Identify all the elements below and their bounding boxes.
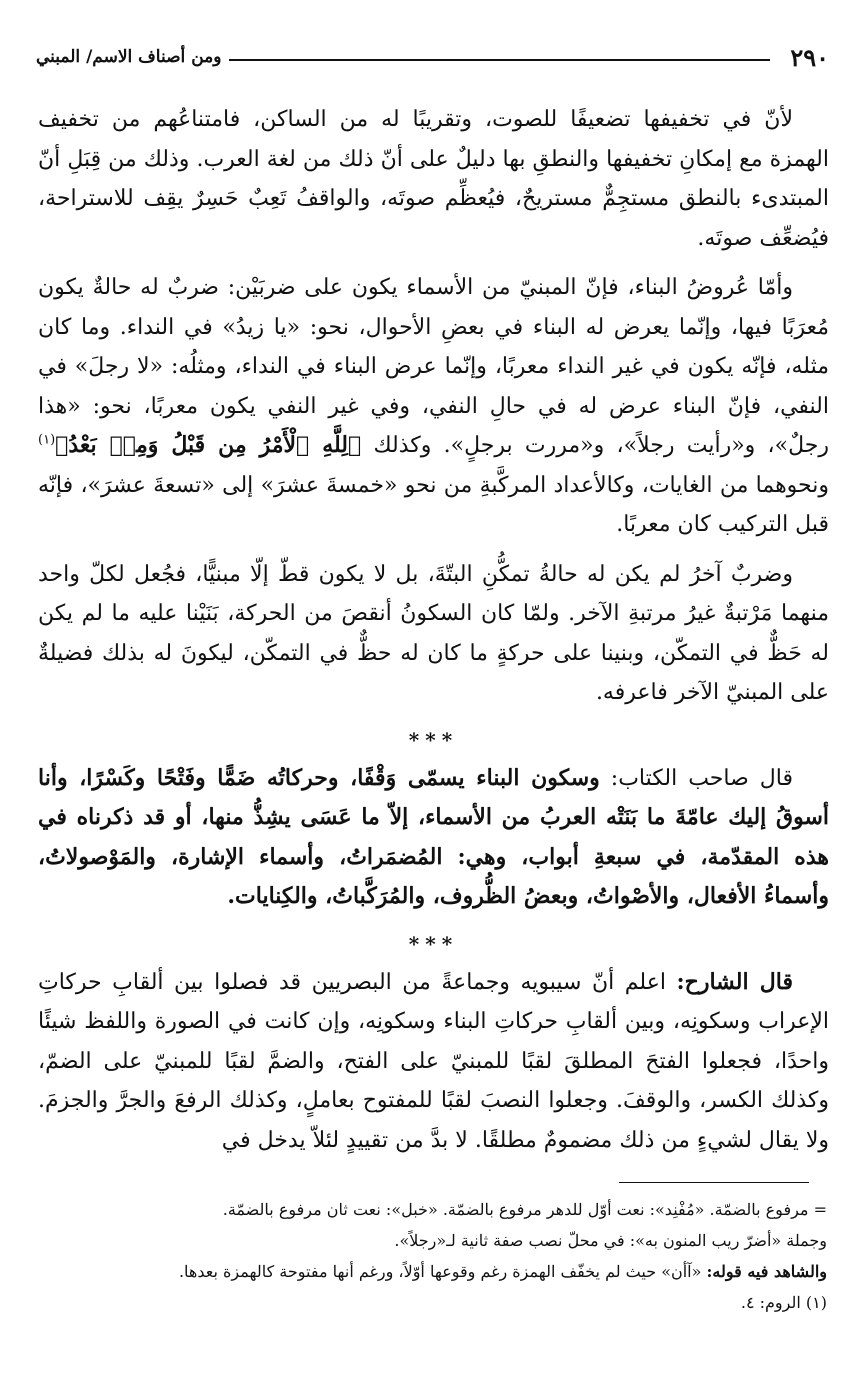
- footnote-1-text: الروم: ٤.: [740, 1293, 801, 1312]
- commentary-text: اعلم أنّ سيبويه وجماعةً من البصريين قد فصلوا بين ألقابِ حركاتِ الإعراب وسكونِه، وبين ألقابِ حركاتِ البناء وسكونِه، وإن كانت في الصورة واللفظ شيئًا واحدًا، فجعلوا الفتحَ المطلقَ لقبًا للمبنيّ على الفتح، والضمَّ لقبًا للمبنيّ على الضمّ، وكذلك الكسر، والوقفَ. وجعلوا النصبَ لقبًا للمفتوح بعاملٍ، وكذلك الرفعَ والجرَّ والجزمَ. ولا يقال لشيءٍ من ذلك مضمومٌ مطلقًا. لا بدَّ من تقييدٍ لئلاّ يدخل في: [38, 969, 829, 1153]
- page-header: [36, 40, 829, 74]
- section-separator-2: ***: [408, 931, 459, 956]
- footnote-evidence-text: «آأن» حيث لم يخفّف الهمزة رغم وقوعها أوّلاً، ورغم أنها مفتوحة كالهمزة بعدها.: [178, 1262, 702, 1281]
- paragraph-2: [38, 268, 829, 545]
- footnote-continuation-text-a: مرفوع بالضمّة. «مُفْنِد»: نعت أوّل للدهر مرفوع بالضمّة. «خبل»: نعت ثان مرفوع بالضمّة.: [222, 1200, 809, 1219]
- header-rule: [229, 59, 770, 61]
- footnotes: [40, 1194, 827, 1318]
- footnote-continuation-c: [40, 1256, 827, 1287]
- paragraph-2-text-b: ونحوهما من الغايات، وكالأعداد المركَّبةِ من نحو «خمسةَ عشرَ» إلى «تسعةَ عشرَ»، فإنّه قبل التركيب كان معربًا.: [38, 472, 829, 537]
- paragraph-4: [38, 759, 829, 917]
- footnote-continuation-marker: =: [813, 1200, 827, 1219]
- footnote-rule: [619, 1182, 809, 1183]
- commentator-label: قال الشارح:: [676, 968, 793, 995]
- paragraph-5: [38, 963, 829, 1161]
- author-label: قال صاحب الكتاب:: [610, 765, 793, 791]
- paragraph-1: لأنّ في تخفيفها تضعيفًا للصوت، وتقريبًا له من الساكن، فامتناعُهم من تخفيف الهمزة مع إمكانِ تخفيفها والنطقِ بها دليلٌ على أنّ ذلك من لغة العرب. وذلك من قِبَلِ أنّ المبتدىء بالنطق مستجِمٌّ مستريحٌ، فيُعظِّم صوتَه، والواقفُ تَعِبٌ حَسِرٌ يقِف للاستراحة، فيُضعِّف صوتَه.: [38, 107, 829, 251]
- paragraph-3: وضربٌ آخرُ لم يكن له حالةُ تمكُّنِ البتّةَ، بل لا يكون قطّ إلّا مبنيًّا، فجُعل لكلّ واحد منهما مَرْتبةٌ غيرُ مرتبةِ الآخر. ولمّا كان السكونُ أنقصَ من الحركة، بَنَيْنا عليه ما لم يكن له حَظٌّ في التمكّن، وبنينا على حركةٍ ما كان له حظٌّ في التمكّن، ليكونَ له بذلك فضيلةٌ على المبنيّ الآخر فاعرفه.: [38, 561, 829, 705]
- footnote-1: [40, 1287, 827, 1318]
- page-number: ٢٩٠: [790, 42, 829, 72]
- author-quote: وسكون البناء يسمّى وَقْفًا، وحركاتُه ضَمًّا وفَتْحًا وكَسْرًا، وأنا أسوقُ إليك عامّةَ ما بَنَتْه العربُ من الأسماء، إلاّ ما عَسَى يشِذُّ منها، أو قد ذكرناه في هذه المقدّمة، في سبعةِ أبواب، وهي: المُضمَراتُ، وأسماء الإشارة، والمَوْصولاتُ، وأسماءُ الأفعال، والأصْواتُ، وبعضُ الظُّروف، والمُرَكَّباتُ، والكِنايات.: [38, 764, 829, 909]
- paragraph-2-text-a: وأمّا عُروضُ البناء، فإنّ المبنيّ من الأسماء يكون على ضربَيْن: ضربٌ له حالةٌ يكون مُعرَبًا فيها، وإنّما يعرض له البناء في بعضِ الأحوال، نحو: «يا زيدُ» في النداء. وما كان مثله، فإنّه يكون في غير النداء معربًا، وإنّما عرض البناء في النداء، ومثلُه: «لا رجلَ» في النفي، فإنّ البناء عرض له في حالِ النفي، وفي غير النفي يكون معربًا، نحو: «هذا رجلٌ»، و«رأيت رجلاً»، و«مررت برجلٍ». وكذلك: [38, 275, 830, 458]
- section-separator-1: ***: [408, 727, 459, 752]
- footnote-1-number: (١): [805, 1293, 827, 1312]
- footnote-continuation-a: [40, 1194, 827, 1225]
- running-title: ومن أصناف الاسم/ المبني: [36, 47, 222, 67]
- footnote-evidence-label: والشاهد فيه قوله:: [706, 1262, 827, 1281]
- quran-verse: ﴿لِلَّهِ ٱلْأَمْرُ مِن قَبْلُ وَمِنۢ بَعْدُ﴾: [55, 432, 362, 458]
- footnote-reference-1[interactable]: (١): [38, 432, 56, 448]
- footnote-continuation-b: وجملة «أضرّ ريب المنون به»: في محلّ نصب صفة ثانية لـ«رجلاً».: [394, 1231, 827, 1250]
- main-text: [38, 100, 829, 1170]
